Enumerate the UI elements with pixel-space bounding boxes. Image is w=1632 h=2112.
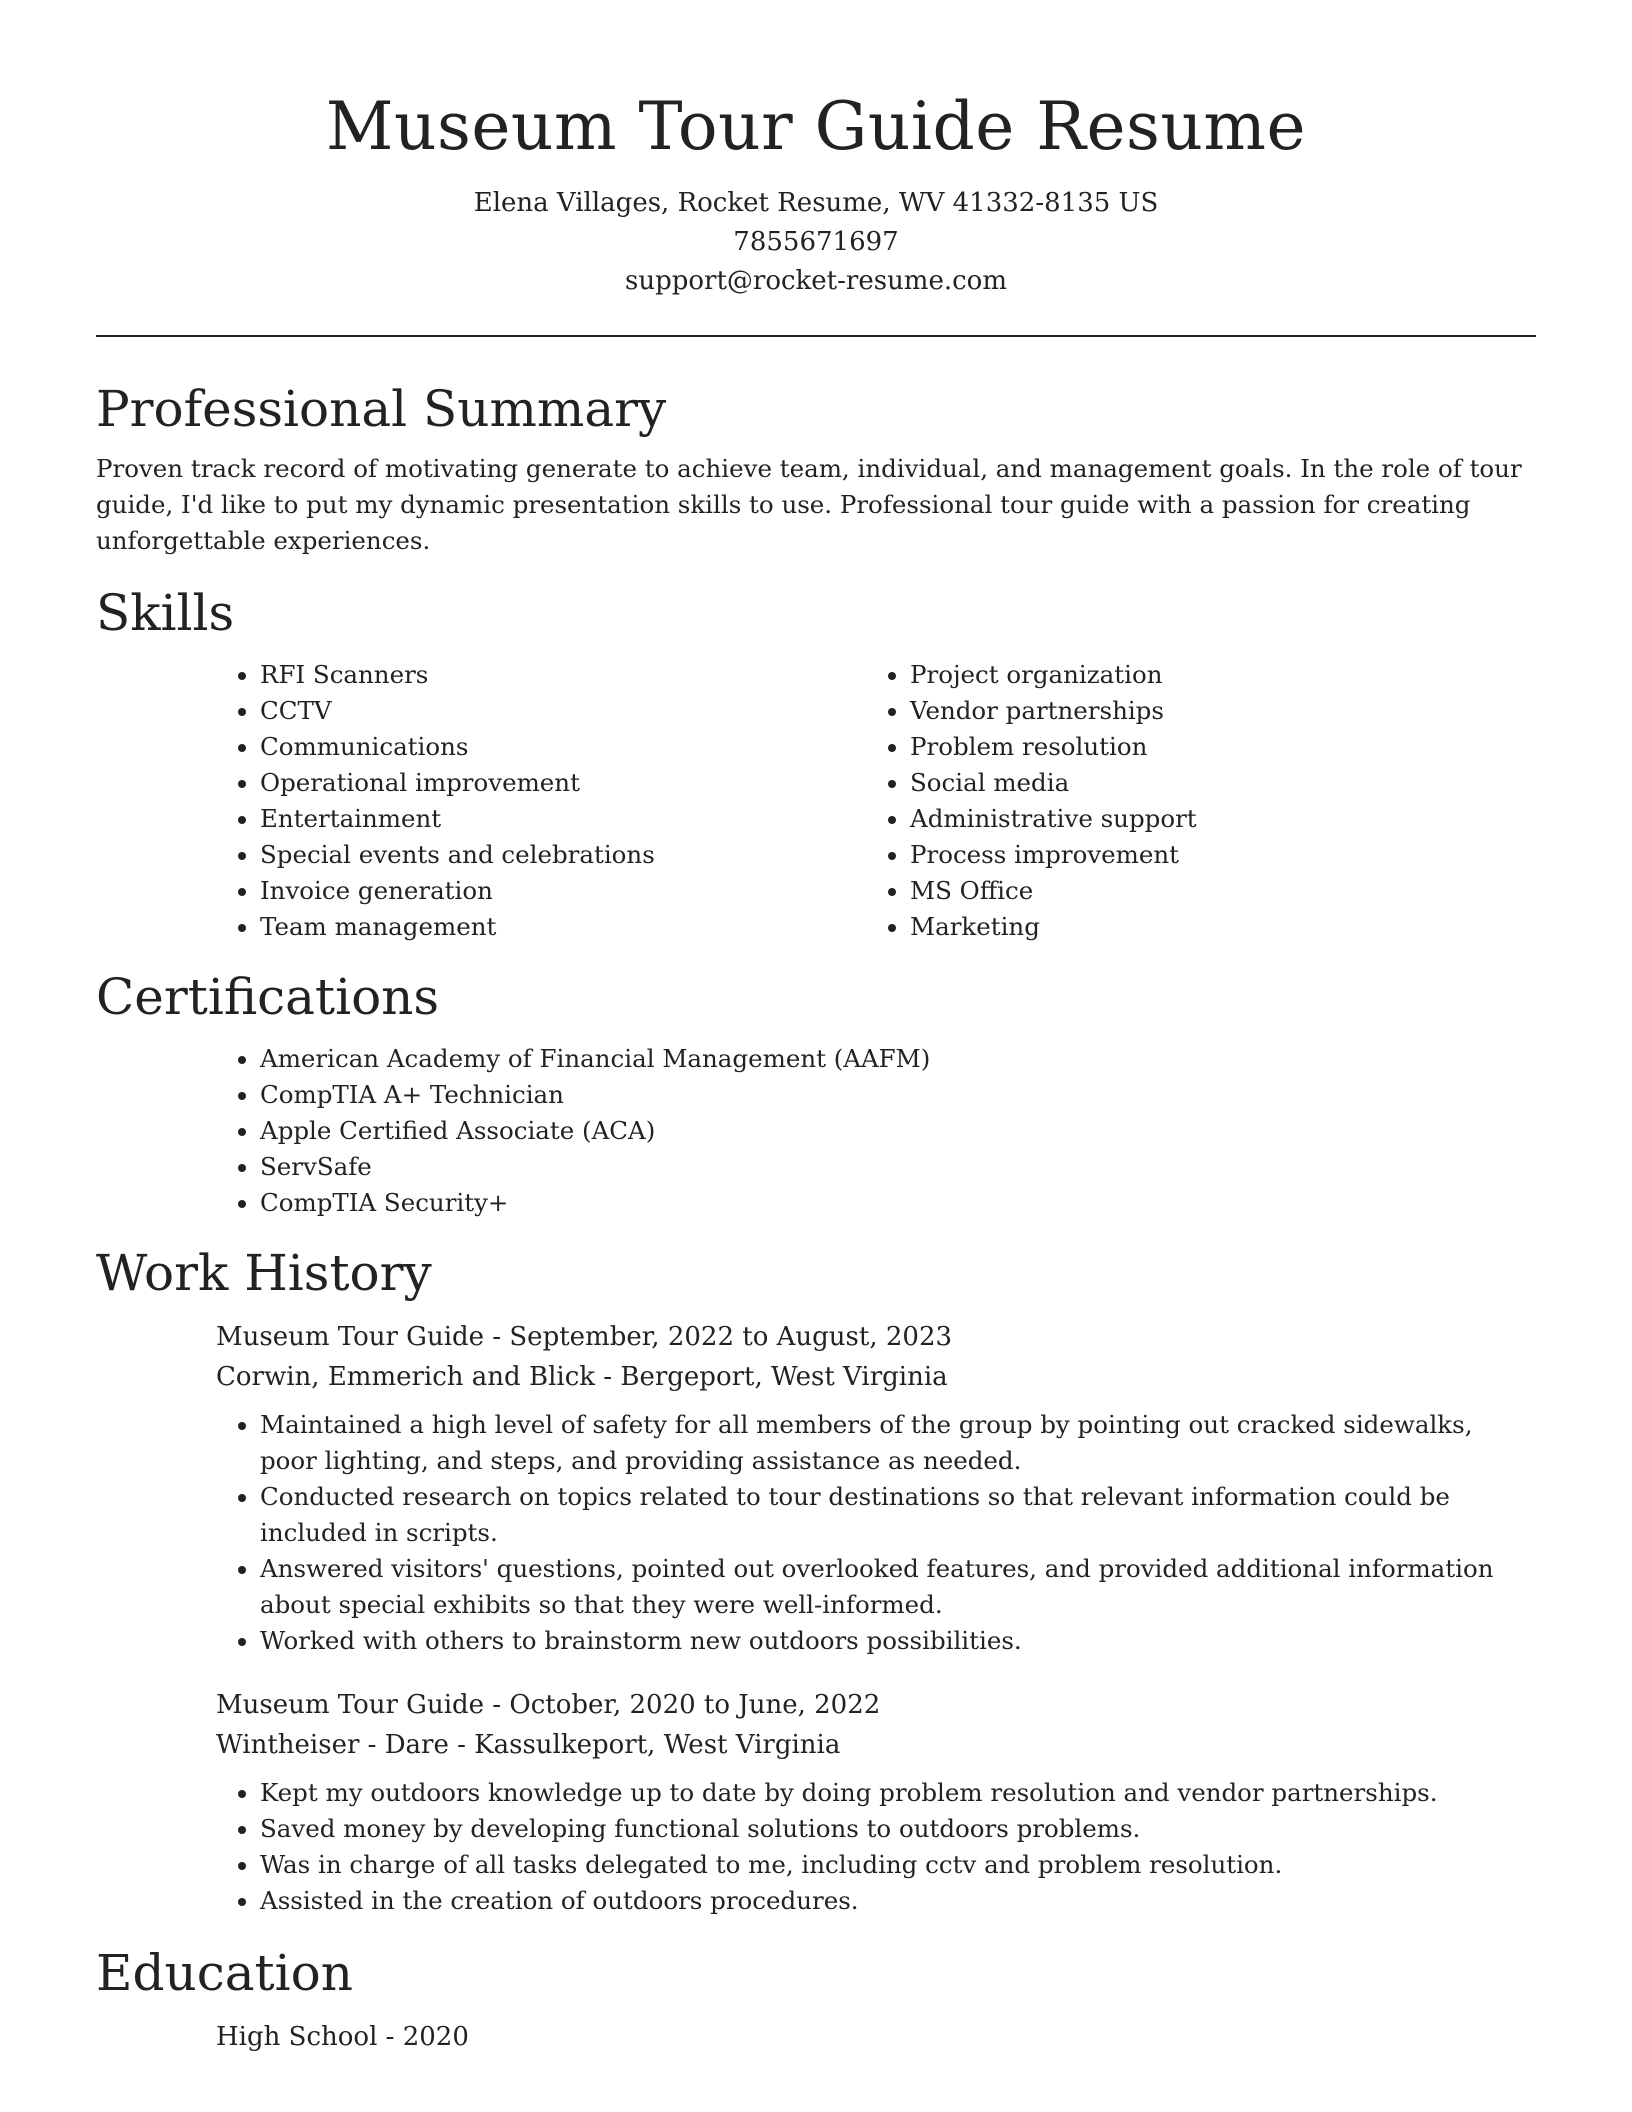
skills-heading: Skills xyxy=(96,584,235,642)
skills-section xyxy=(96,581,1536,945)
job-bullets xyxy=(216,1407,1536,1659)
resume-title: Museum Tour Guide Resume xyxy=(325,88,1307,165)
list-item: • RFI Scanners xyxy=(260,657,866,693)
list-item: • ServSafe xyxy=(260,1149,1536,1185)
list-item: • CCTV xyxy=(260,693,866,729)
list-item: • Process improvement xyxy=(910,837,1516,873)
summary-heading: Professional Summary xyxy=(96,380,667,438)
list-item: • MS Office xyxy=(910,873,1516,909)
education-degree: High School xyxy=(216,2022,378,2052)
list-item: • Problem resolution xyxy=(910,729,1516,765)
contact-phone: 7855671697 xyxy=(733,227,899,257)
skills-list-right xyxy=(866,657,1516,945)
list-item: • Marketing xyxy=(910,909,1516,945)
job-company: Corwin, Emmerich and Blick xyxy=(216,1362,596,1392)
contact-email: support@rocket-resume.com xyxy=(624,266,1007,296)
job-title: Museum Tour Guide xyxy=(216,1322,485,1352)
contact-address: Elena Villages, Rocket Resume, WV 41332-8135 US xyxy=(473,188,1159,218)
list-item: • CompTIA A+ Technician xyxy=(260,1077,1536,1113)
skills-list-left xyxy=(216,657,866,945)
list-item: • Maintained a high level of safety for all members of the group by pointing out cracked sidewalks, poor lighting, and steps, and providing assistance as needed. xyxy=(260,1407,1536,1479)
job-dates: October, 2020 to June, 2022 xyxy=(509,1690,881,1720)
skills-grid xyxy=(216,657,1536,945)
work-heading: Work History xyxy=(96,1244,432,1302)
job-entry xyxy=(216,1685,1536,1919)
list-item: • Communications xyxy=(260,729,866,765)
work-section xyxy=(96,1241,1536,1919)
certifications-body xyxy=(216,1041,1536,1221)
list-item: • Answered visitors' questions, pointed out overlooked features, and provided additional information about special exhibits so that they were well-informed. xyxy=(260,1551,1536,1623)
job-title-line: Museum Tour Guide - September, 2022 to August, 2023 xyxy=(216,1322,953,1352)
contact-block xyxy=(96,184,1536,301)
list-item: • Team management xyxy=(260,909,866,945)
certifications-list xyxy=(216,1041,1536,1221)
list-item: • Was in charge of all tasks delegated to me, including cctv and problem resolution. xyxy=(260,1847,1536,1883)
job-bullets xyxy=(216,1775,1536,1919)
list-item: • Invoice generation xyxy=(260,873,866,909)
education-section xyxy=(96,1941,1536,2057)
certifications-section xyxy=(96,965,1536,1221)
list-item: • Social media xyxy=(910,765,1516,801)
list-item: • American Academy of Financial Management (AAFM) xyxy=(260,1041,1536,1077)
list-item: • CompTIA Security+ xyxy=(260,1185,1536,1221)
education-entry xyxy=(216,2017,1536,2057)
job-company: Wintheiser - Dare xyxy=(216,1730,449,1760)
list-item: • Administrative support xyxy=(910,801,1516,837)
job-location: Bergeport, West Virginia xyxy=(620,1362,948,1392)
list-item: • Assisted in the creation of outdoors procedures. xyxy=(260,1883,1536,1919)
list-item: • Special events and celebrations xyxy=(260,837,866,873)
list-item: • Apple Certified Associate (ACA) xyxy=(260,1113,1536,1149)
list-item: • Project organization xyxy=(910,657,1516,693)
job-dates: September, 2022 to August, 2023 xyxy=(509,1322,953,1352)
job-company-line: Corwin, Emmerich and Blick - Bergeport, West Virginia xyxy=(216,1362,948,1392)
list-item: • Vendor partnerships xyxy=(910,693,1516,729)
list-item: • Conducted research on topics related to tour destinations so that relevant information could be included in scripts. xyxy=(260,1479,1536,1551)
summary-section xyxy=(96,377,1536,559)
list-item: • Kept my outdoors knowledge up to date by doing problem resolution and vendor partnerships. xyxy=(260,1775,1536,1811)
job-company-line: Wintheiser - Dare - Kassulkeport, West Virginia xyxy=(216,1730,841,1760)
header-divider xyxy=(96,335,1536,337)
job-location: Kassulkeport, West Virginia xyxy=(474,1730,841,1760)
job-entry xyxy=(216,1317,1536,1659)
certifications-heading: Certifications xyxy=(96,968,440,1026)
list-item: • Entertainment xyxy=(260,801,866,837)
resume-page xyxy=(96,0,1536,2057)
job-title: Museum Tour Guide xyxy=(216,1690,485,1720)
resume-header xyxy=(96,0,1536,301)
skills-column-right xyxy=(866,657,1516,945)
summary-text: Proven track record of motivating generate to achieve team, individual, and management goals. In the role of tour guide, I'd like to put my dynamic presentation skills to use. Professional tour guide with a passion for creating unforgettable experiences. xyxy=(96,454,1522,555)
education-heading: Education xyxy=(96,1944,353,2002)
list-item: • Worked with others to brainstorm new outdoors possibilities. xyxy=(260,1623,1536,1659)
job-title-line: Museum Tour Guide - October, 2020 to June, 2022 xyxy=(216,1690,881,1720)
skills-column-left xyxy=(216,657,866,945)
education-line: High School - 2020 xyxy=(216,2022,469,2052)
education-year: 2020 xyxy=(402,2022,469,2052)
list-item: • Saved money by developing functional solutions to outdoors problems. xyxy=(260,1811,1536,1847)
list-item: • Operational improvement xyxy=(260,765,866,801)
